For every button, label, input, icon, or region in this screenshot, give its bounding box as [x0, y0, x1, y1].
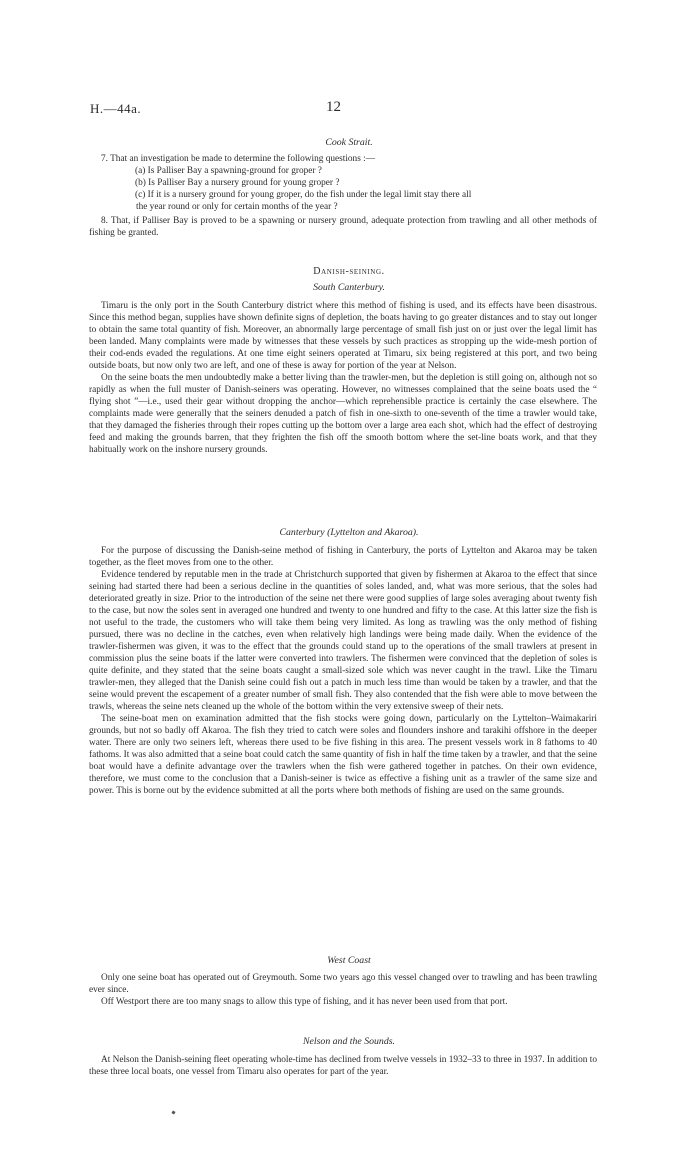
nelson-heading: Nelson and the Sounds. — [303, 1036, 395, 1047]
report-reference: H.—44a. — [90, 101, 142, 116]
item-8: 8. That, if Palliser Bay is proved to be a spawning or nursery ground, adequate protection from trawling and all other methods of fishing be granted. — [89, 216, 597, 238]
item-7: 7. That an investigation be made to determine the following questions :— — [101, 154, 376, 164]
print-speck — [171, 1110, 175, 1114]
question-c-continued: the year round or only for certain months of the year ? — [136, 202, 338, 212]
page-number: 12 — [326, 99, 341, 115]
question-c: (c) If it is a nursery ground for young groper, do the fish under the legal limit stay there all — [135, 190, 472, 200]
danish-seining-section — [89, 266, 597, 456]
south-canterbury-paragraph-1: Timaru is the only port in the South Canterbury district where this method of fishing is used, and its effects have been disastrous. Since this method began, supplies have shown definite signs of depletion, the boats having to go greater distances and to stay out longer to obtain the same total quantity of fish. Moreover, an abnormally large percentage of small fish just on or just over the legal limit has been landed. Many complaints were made by witnesses that these vessels by such practices as stropping up the wide-mesh portion of their cod-ends evaded the regulations. At one time eight seiners operated at Timaru, six being registered at this port, and two being outside boats, but now only two are left, and one of these is away for portion of the year at Nelson. — [89, 301, 597, 371]
west-coast-section — [89, 955, 597, 1008]
canterbury-paragraph-1: For the purpose of discussing the Danish-seine method of fishing in Canterbury, the ports of Lyttelton and Akaroa may be taken together, as the fleet moves from one to the other. — [89, 546, 597, 568]
question-b: (b) Is Palliser Bay a nursery ground for young groper ? — [135, 178, 340, 188]
question-a: (a) Is Palliser Bay a spawning-ground for groper ? — [135, 166, 322, 176]
west-coast-paragraph-1: Only one seine boat has operated out of Greymouth. Some two years ago this vessel changed over to trawling and has been trawling ever since. — [89, 973, 597, 995]
south-canterbury-heading: South Canterbury. — [313, 282, 385, 293]
canterbury-section — [89, 527, 597, 797]
canterbury-heading: Canterbury (Lyttelton and Akaroa). — [279, 527, 419, 538]
cook-strait-section — [89, 137, 597, 239]
west-coast-heading: West Coast — [327, 955, 371, 966]
nelson-paragraph-1: At Nelson the Danish-seining fleet operating whole-time has declined from twelve vessels in 1932–33 to three in 1937. In addition to these three local boats, one vessel from Timaru also operates for part of the year. — [89, 1055, 597, 1077]
south-canterbury-paragraph-2: On the seine boats the men undoubtedly make a better living than the trawler-men, but the depletion is still going on, although not so rapidly as when the full muster of Danish-seiners was operating. However, no witnesses complained that the seine boats used the “ flying shot ”—i.e., used their gear without dropping the anchor—which reprehensible practice is certainly the case elsewhere. The complaints made were generally that the seiners denuded a patch of fish in one-sixth to one-seventh of the time a trawler would take, that they damaged the fisheries through their ropes cutting up the bottom over a large area each shot, which had the effect of destroying feed and making the grounds barren, that they frighten the fish off the smooth bottom where the set-line boats work, and that they habitually work on the inshore nursery grounds. — [89, 373, 597, 455]
canterbury-paragraph-2: Evidence tendered by reputable men in the trade at Christchurch supported that given by fishermen at Akaroa to the effect that since seining had started there had been a serious decline in the quantities of soles landed, and, what was more serious, that the soles had deteriorated greatly in size. Prior to the introduction of the seine net there were good supplies of large soles averaging about twenty fish to the case, but now the soles sent in averaged one hundred and twenty to one hundred and fifty to the case. At this latter size the fish is not useful to the trade, the customers who will take them being very limited. As long as trawling was the only method of fishing pursued, there was no decline in the catches, even when relatively high landings were being made daily. When the evidence of the trawler-fishermen was given, it was to the effect that the grounds could stand up to the operations of the small trawlers at present in commission plus the seine boats if the latter were converted into trawlers. The fishermen were convinced that the depletion of soles is quite definite, and they stated that the seine boats caught a small-sized sole which was never caught in the trawl. Like the Timaru trawler-men, they alleged that the Danish seine could fish out a patch in much less time than would be taken by a trawler, and that the seine would prevent the escapement of a greater number of small fish. They also contended that the fish were able to move between the trawls, whereas the seine nets cleaned up the whole of the bottom within the very extensive sweep of their nets. — [89, 570, 597, 712]
canterbury-paragraph-3: The seine-boat men on examination admitted that the fish stocks were going down, particularly on the Lyttelton–Waimakariri grounds, but not so badly off Akaroa. The fish they tried to catch were soles and flounders inshore and tarakihi offshore in the deeper water. There are only two seiners left, whereas there used to be five fishing in this area. The present vessels work in 8 fathoms to 40 fathoms. It was also admitted that a seine boat could catch the same quantity of fish in half the time taken by a trawler, and that the seine boat would have a definite advantage over the trawlers when the fish were gathered together in patches. On their own evidence, therefore, we must come to the conclusion that a Danish-seiner is twice as effective a fishing unit as a trawler of the same size and power. This is borne out by the evidence submitted at all the ports where both methods of fishing are used on the same grounds. — [89, 714, 597, 796]
nelson-section — [89, 1036, 597, 1078]
danish-seining-heading: Danish-seining. — [313, 266, 385, 277]
cook-strait-heading: Cook Strait. — [325, 137, 373, 148]
west-coast-paragraph-2: Off Westport there are too many snags to allow this type of fishing, and it has never been used from that port. — [101, 997, 508, 1007]
